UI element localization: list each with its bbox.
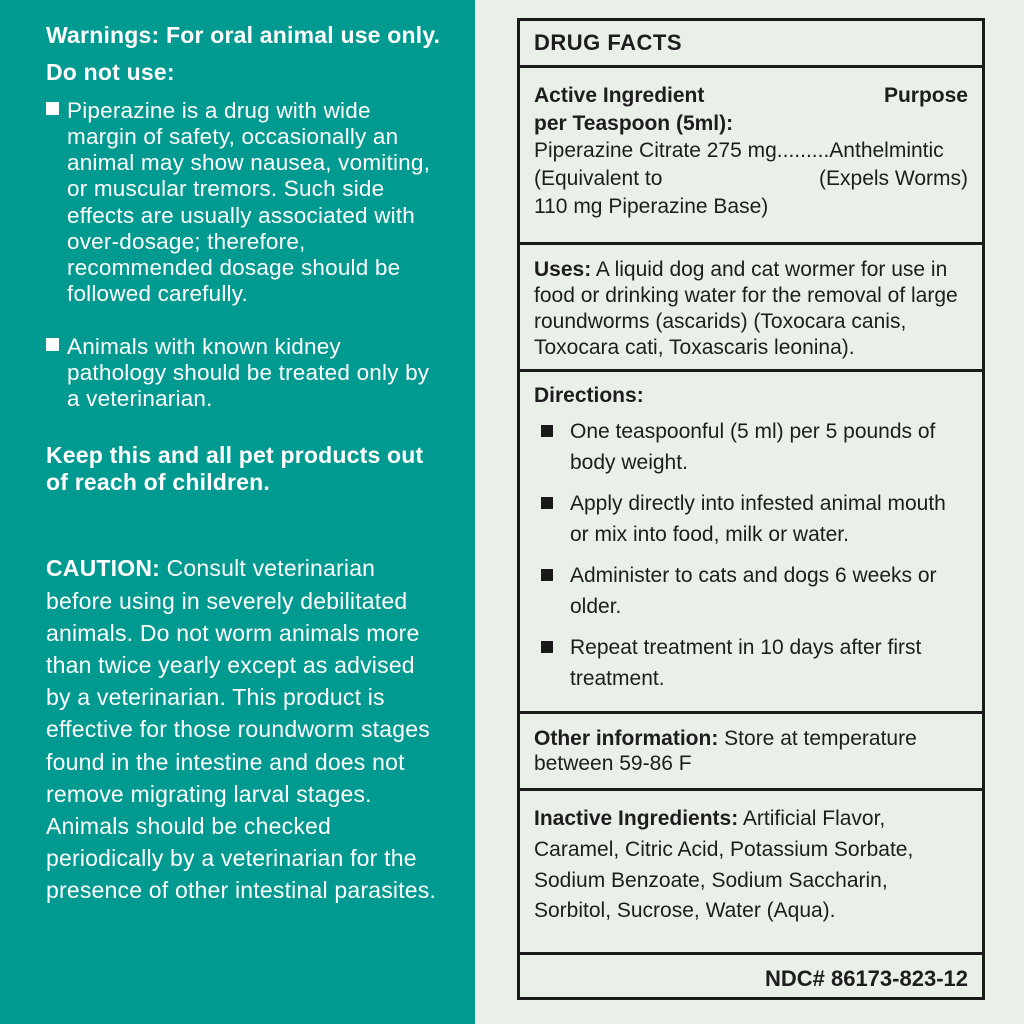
uses-section xyxy=(520,242,982,369)
warning-text: Piperazine is a drug with wide margin of safety, occasionally an animal may show nausea, vomiting, or muscular tremors. Such side effects are usually associated with over-dosage; therefore, recommended dosage should be followed carefully. xyxy=(67,98,431,306)
warnings-heading: Warnings: For oral animal use only. xyxy=(46,22,441,48)
active-ingredient-section xyxy=(520,65,982,242)
direction-item xyxy=(534,560,968,623)
direction-text: Apply directly into infested animal mouth or mix into food, milk or water. xyxy=(570,491,946,547)
inactive-ingredients-label: Inactive Ingredients: xyxy=(534,807,739,831)
other-information-text: Store at temperature between 59-86 F xyxy=(534,726,917,776)
direction-item xyxy=(534,632,968,695)
warning-item xyxy=(46,98,443,307)
uses-text: A liquid dog and cat wormer for use in food or drinking water for the removal of large roundworms (ascarids) (Toxocara canis, Toxocara cati, Toxascaris leonina). xyxy=(534,257,958,359)
warning-item xyxy=(46,334,443,412)
warnings-panel xyxy=(0,0,475,1024)
ndc-number: NDC# 86173-823-12 xyxy=(520,952,982,997)
square-bullet-icon xyxy=(541,497,553,509)
active-ingredient-heading: Active Ingredient xyxy=(534,83,705,107)
ingredient-amount-line: Piperazine Citrate 275 mg.........Anthelmintic xyxy=(534,139,944,163)
square-bullet-icon xyxy=(541,425,553,437)
direction-text: Repeat treatment in 10 days after first treatment. xyxy=(570,635,922,691)
square-bullet-icon xyxy=(541,569,553,581)
inactive-ingredients-text: Artificial Flavor, Caramel, Citric Acid, Potassium Sorbate, Sodium Benzoate, Sodium Saccharin, Sorbitol, Sucrose, Water (Aqua). xyxy=(534,807,914,923)
caution-label: CAUTION: xyxy=(46,555,161,582)
square-bullet-icon xyxy=(46,338,59,351)
other-information-section xyxy=(520,711,982,789)
do-not-use-heading: Do not use: xyxy=(46,58,175,85)
purpose-heading: Purpose xyxy=(883,83,968,107)
equivalent-text: (Equivalent to xyxy=(534,166,663,190)
direction-text: One teaspoonful (5 ml) per 5 pounds of body weight. xyxy=(570,419,936,475)
caution-paragraph xyxy=(46,552,443,906)
direction-item xyxy=(534,488,968,551)
square-bullet-icon xyxy=(46,102,59,115)
uses-label: Uses: xyxy=(534,257,592,281)
directions-section xyxy=(520,369,982,711)
directions-label: Directions: xyxy=(534,383,644,407)
warnings-list xyxy=(46,98,443,412)
caution-text: Consult veterinarian before using in severely debilitated animals. Do not worm animals more than twice yearly except as advised by a veterinarian. This product is effective for those roundworm stages found in the intestine and does not remove migrating larval stages. Animals should be checked periodically by a veterinarian for the presence of other intestinal parasites. xyxy=(46,555,437,904)
equivalent-row xyxy=(534,165,968,193)
active-heading-row xyxy=(534,82,968,110)
direction-text: Administer to cats and dogs 6 weeks or older. xyxy=(570,563,937,619)
equivalent-text-line2: 110 mg Piperazine Base) xyxy=(534,194,769,218)
keep-away-note: Keep this and all pet products out of reach of children. xyxy=(46,442,424,496)
active-ingredient-heading-line2: per Teaspoon (5ml): xyxy=(534,111,734,135)
inactive-ingredients-section xyxy=(520,788,982,952)
directions-list xyxy=(534,416,968,695)
direction-item xyxy=(534,416,968,479)
drug-facts-box xyxy=(517,18,985,1000)
square-bullet-icon xyxy=(541,641,553,653)
purpose-value: (Expels Worms) xyxy=(819,166,968,190)
drug-facts-title: DRUG FACTS xyxy=(534,30,682,55)
other-information-label: Other information: xyxy=(534,726,719,750)
warning-text: Animals with known kidney pathology should be treated only by a veterinarian. xyxy=(67,333,430,412)
drug-facts-panel xyxy=(475,0,1024,1024)
